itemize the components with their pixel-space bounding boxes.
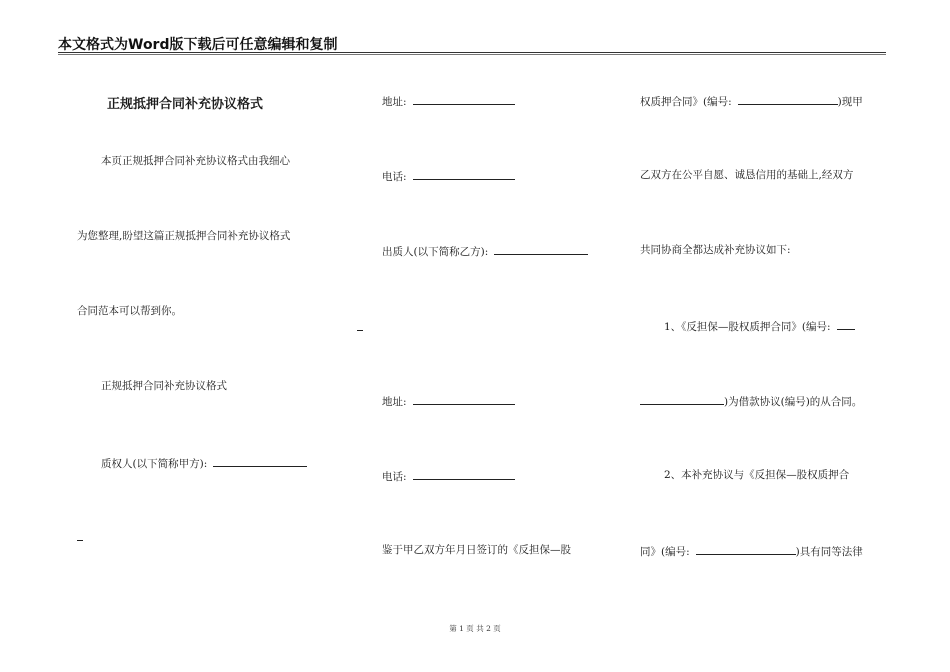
party-b-blank: [494, 243, 588, 255]
clause-2-suffix: )具有同等法律: [795, 546, 863, 558]
address-row-2: [382, 393, 515, 409]
document-header-title: 本文格式为Word版下载后可任意编辑和复制: [58, 37, 338, 53]
phone-blank-1: [413, 168, 515, 180]
document-title: 正规抵押合同补充协议格式: [107, 97, 264, 112]
party-b-row: [382, 243, 588, 259]
address-row-1: [382, 93, 515, 109]
address-blank-1: [413, 93, 515, 105]
header-rule: [58, 52, 886, 53]
clause-2-text: 同》(编号:: [640, 546, 690, 558]
address-label-2: 地址:: [382, 396, 407, 408]
header-rule-secondary: [58, 54, 886, 55]
clause-1-text: 1、《反担保—股权质押合同》(编号:: [664, 321, 831, 333]
address-blank-2: [413, 393, 515, 405]
column-1-dash: [77, 540, 83, 541]
clause-1-blank: [837, 318, 855, 330]
page-footer: 第 1 页 共 2 页: [449, 624, 501, 633]
col3-line-2: 乙双方在公平自愿、诚恳信用的基础上,经双方: [640, 169, 854, 181]
phone-label-1: 电话:: [382, 171, 407, 183]
phone-blank-2: [413, 468, 515, 480]
clause-1-suffix: )为借款协议(编号)的从合同。: [724, 396, 863, 408]
party-a-row: [101, 455, 307, 471]
col3-line-3: 共同协商全都达成补充协议如下:: [640, 244, 791, 256]
intro-line-2: 为您整理,盼望这篇正规抵押合同补充协议格式: [77, 230, 291, 242]
party-b-label: 出质人(以下简称乙方):: [382, 246, 489, 258]
col3-line-1-suffix: )现甲: [837, 96, 863, 108]
phone-row-1: [382, 168, 515, 184]
intro-line-1: 本页正规抵押合同补充协议格式由我细心: [101, 155, 290, 167]
recital-line-1: 鉴于甲乙双方年月日签订的《反担保—股: [382, 544, 571, 556]
col3-line-1-text: 权质押合同》(编号:: [640, 96, 732, 108]
intro-line-3: 合同范本可以帮到你。: [77, 305, 182, 317]
party-a-label: 质权人(以下简称甲方):: [101, 458, 208, 470]
contract-number-blank-1: [738, 93, 838, 105]
phone-label-2: 电话:: [382, 471, 407, 483]
col3-line-1: [640, 93, 863, 109]
subtitle: 正规抵押合同补充协议格式: [101, 380, 227, 392]
address-label-1: 地址:: [382, 96, 407, 108]
clause-2-line-a: 2、本补充协议与《反担保—股权质押合: [664, 469, 850, 481]
party-a-blank: [213, 455, 307, 467]
clause-2-line-b: [640, 543, 863, 559]
phone-row-2: [382, 468, 515, 484]
contract-number-blank-2: [696, 543, 796, 555]
column-2-dash: [357, 330, 363, 331]
clause-1-line-b: [640, 393, 862, 409]
clause-1-blank-2: [640, 393, 724, 405]
clause-1-line-a: [664, 318, 855, 334]
